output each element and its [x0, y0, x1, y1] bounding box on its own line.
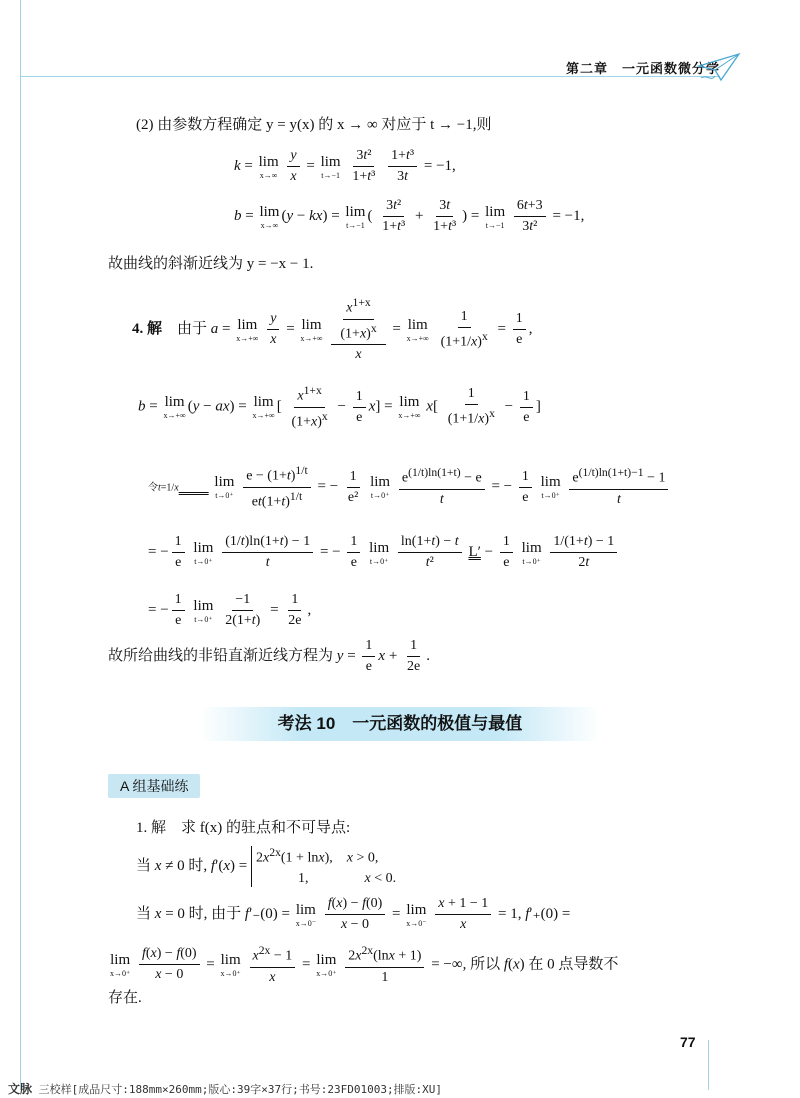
- math-line-9: = − $\frac{1}{e}$ lim t→0⁺ $\frac{-1}{2(1+t)}$ = $\frac{1}{2e}$ ,: [148, 592, 312, 628]
- math-line-15: 存在.: [108, 990, 142, 1006]
- math-line-13: 当 x = 0 时, 由于 f′₋(0) = lim x→0⁻ $\frac{f(x) - f(0)}{x - 0}$ = lim x→0⁻ $\frac{x + 1 - 1}{x}$ = 1, f′₊(0) =: [136, 896, 571, 932]
- math-line-10: 故所给曲线的非铅直渐近线方程为 y = $\frac{1}{e}$ x + $\frac{1}{2e}$ .: [108, 638, 431, 674]
- page-number-rule: [708, 1040, 709, 1090]
- section-title: 考法 10 一元函数的极值与最值: [200, 707, 600, 741]
- math-line-4: 故曲线的斜渐近线为 y = −x − 1.: [108, 256, 314, 272]
- exercise-group-tag: A 组基础练: [108, 774, 200, 798]
- page-number: 77: [680, 1034, 696, 1050]
- math-line-6: b = lim x→+∞ (y − ax) = lim x→+∞ [ $\frac{x^{1+x}}{(1+x)^x}$ − $\frac{1}{e}$ x] = lim x→+∞ x[ $\frac{1}{(1+1/x)^x}$ − $\frac{1}{e}$ ]: [138, 384, 541, 430]
- math-line-11: 1. 解 求 f(x) 的驻点和不可导点:: [136, 820, 351, 836]
- left-margin-rule: [20, 0, 21, 1090]
- math-line-7: 令t=1/x lim t→0⁺ $\frac{e - (1+t)^{1/t}}{et(1+t)^{1/t}}$ = − $\frac{1}{\text{e²}}$ lim t→0⁺ $\frac{e^{(1/t)ln(1+t)} - e}{t}$ = − $\frac{1}{e}$ lim t→0⁺ $\frac{e^{(1/t)ln(1+t)-1} - 1}{t}$: [148, 464, 671, 510]
- footer-brand: 文脉: [8, 1082, 33, 1096]
- math-line-2: k = lim x→∞ $\frac{y}{x}$ = lim t→−1 $\frac{\text{3t²}}{\text{1+t³}}$ $\frac{\text{1+t³}}{3t}$ = −1,: [234, 148, 456, 184]
- math-line-8: = − $\frac{1}{e}$ lim t→0⁺ $\frac{(1/t)\ln(1+t) - 1}{t}$ = − $\frac{1}{e}$ lim t→0⁺ $\frac{\ln(1+t) - t}{\text{t²}}$ L′ − $\frac{1}{e}$ lim t→0⁺ $\frac{1/(1+t) - 1}{2t}$: [148, 534, 620, 571]
- footer-text: 三校样[成品尺寸:188mm×260mm;版心:39字×37行;书号:23FD01003;排版:XU]: [38, 1083, 443, 1096]
- math-line-12: 当 x ≠ 0 时, f′(x) = $2x^{2x}(1 + \ln x)$, x > 0, 1, x < 0.: [136, 846, 397, 886]
- print-footer: [8, 1080, 442, 1097]
- math-line-5: 4. 解 由于 a = lim x→+∞ $\frac{y}{x}$ = lim x→+∞ $\frac{\frac{x^{1+x}}{(1+x)^x}}{x}$ = lim x→+∞ $\frac{1}{(1+1/x)^x}$ = $\frac{1}{e}$ ,: [132, 296, 533, 363]
- paper-plane-icon: [697, 52, 741, 84]
- chapter-header: 第二章 一元函数微分学: [566, 61, 721, 76]
- math-line-14: lim x→0⁺ $\frac{f(x) - f(0)}{x - 0}$ = lim x→0⁺ $\frac{x^{2x} - 1}{x}$ = lim x→0⁺ $\frac{2x^{2x}(\ln x + 1)}{1}$ = −∞, 所以 f(x) 在 0 点导数不: [110, 944, 619, 985]
- math-line-3: b = lim x→∞ (y − kx) = lim t→−1 ( $\frac{\text{3t²}}{\text{1+t³}}$ + $\frac{3t}{\text{1+t³}}$ ) = lim t→−1 $\frac{6t+3}{\text{3t²}}$ = −1,: [234, 198, 585, 234]
- math-line-1: (2) 由参数方程确定 y = y(x) 的 x → ∞ 对应于 t → −1,则: [136, 117, 492, 133]
